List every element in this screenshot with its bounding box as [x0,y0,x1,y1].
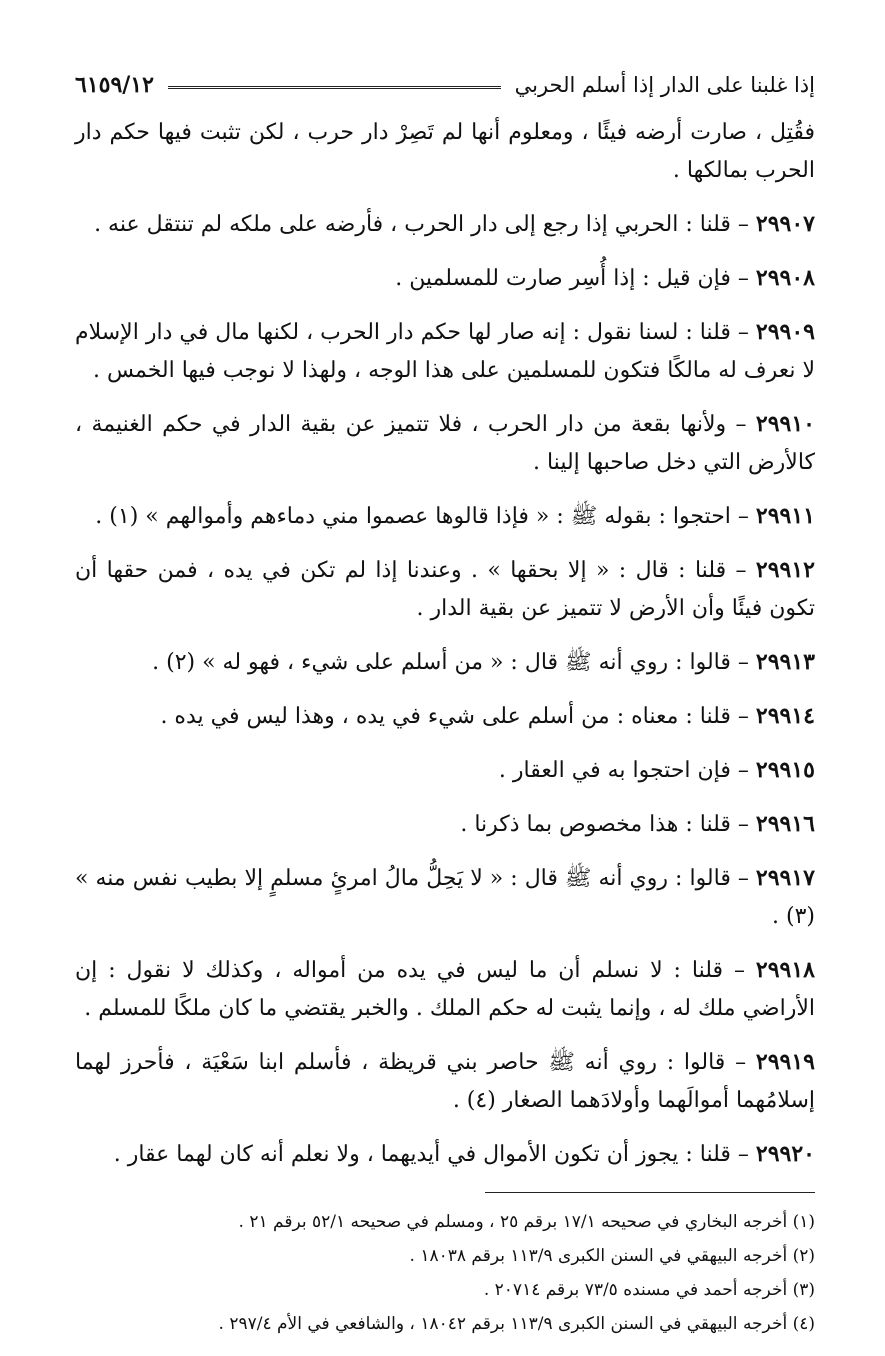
paragraph: ٢٩٩١٦ – قلنا : هذا مخصوص بما ذكرنا . [460,811,815,837]
paragraph-number: ٢٩٩١٠ [755,411,815,437]
paragraph-number: ٢٩٩١٤ [755,703,815,729]
paragraph-number: ٢٩٩١١ [755,503,815,529]
paragraph: ٢٩٩١٠ – ولأنها بقعة من دار الحرب ، فلا تتميز عن بقية الدار في حكم الغنيمة ، كالأرض التي دخل صاحبها إلينا . [75,411,815,475]
paragraph: ٢٩٩١٩ – قالوا : روي أنه ﷺ حاصر بني قريظة ، فأسلم ابنا سَعْيَة ، فأحرز لهما إسلامُهما أموالَهما وأولادَهما الصغار (٤) . [75,1049,815,1113]
paragraph: ٢٩٩١٨ – قلنا : لا نسلم أن ما ليس في يده من أمواله ، وكذلك لا نقول : إن الأراضي ملك له ، وإنما يثبت له حكم الملك . والخبر يقتضي ما كان ملكًا للمسلم . [75,957,815,1021]
paragraph-text: فإن قيل : إذا أُسِر صارت للمسلمين . [395,266,731,291]
footnotes [75,1207,815,1339]
paragraph: ٢٩٩٠٨ – فإن قيل : إذا أُسِر صارت للمسلمين . [395,265,815,291]
paragraph-text: قلنا : لسنا نقول : إنه صار لها حكم دار الحرب ، لكنها مال في دار الإسلام لا نعرف له مالكًا فتكون للمسلمين على هذا الوجه ، ولهذا لا نوجب فيها الخمس . [75,320,815,383]
paragraph-number: ٢٩٩٢٠ [755,1141,815,1167]
paragraph-text: قالوا : روي أنه ﷺ قال : « لا يَحِلُّ مالُ امرئٍ مسلمٍ إلا بطيب نفس منه » (٣) . [75,866,815,929]
paragraph-text: قلنا : قال : « إلا بحقها » . وعندنا إذا لم تكن في يده ، فمن حقها أن تكون فيئًا وأن الأرض لا تتميز عن بقية الدار . [75,558,815,621]
header-rule [168,86,501,89]
paragraph: ٢٩٩١٥ – فإن احتجوا به في العقار . [498,757,815,783]
paragraph-text: قلنا : يجوز أن تكون الأموال في أيديهما ، ولا نعلم أنه كان لهما عقار . [113,1142,731,1167]
paragraph-number: ٢٩٩١٣ [755,649,815,675]
paragraph: ٢٩٩١١ – احتجوا : بقوله ﷺ : « فإذا قالوها عصموا مني دماءهم وأموالهم » (١) . [95,503,815,529]
page-number: ٦١٥٩/١٢ [75,72,154,98]
header-title: إذا غلبنا على الدار إذا أسلم الحربي [514,73,815,97]
paragraph-text: قالوا : روي أنه ﷺ حاصر بني قريظة ، فأسلم ابنا سَعْيَة ، فأحرز لهما إسلامُهما أموالَهما وأولادَهما الصغار (٤) . [75,1050,815,1113]
paragraph: ٢٩٩٢٠ – قلنا : يجوز أن تكون الأموال في أيديهما ، ولا نعلم أنه كان لهما عقار . [113,1141,815,1167]
paragraph-text: قلنا : هذا مخصوص بما ذكرنا . [460,812,731,837]
paragraph: ٢٩٩٠٩ – قلنا : لسنا نقول : إنه صار لها حكم دار الحرب ، لكنها مال في دار الإسلام لا نعرف له مالكًا فتكون للمسلمين على هذا الوجه ، ولهذا لا نوجب فيها الخمس . [75,319,815,383]
paragraph-number: ٢٩٩١٢ [755,557,815,583]
paragraph-text: قلنا : الحربي إذا رجع إلى دار الحرب ، فأرضه على ملكه لم تنتقل عنه . [94,212,731,237]
footnote: (٢) أخرجه البيهقي في السنن الكبرى ١١٣/٩ برقم ١٨٠٣٨ . [409,1246,815,1266]
paragraph: ٢٩٩١٤ – قلنا : معناه : من أسلم على شيء في يده ، وهذا ليس في يده . [160,703,815,729]
paragraph-text: ولأنها بقعة من دار الحرب ، فلا تتميز عن بقية الدار في حكم الغنيمة ، كالأرض التي دخل صاحبها إلينا . [75,412,815,475]
paragraph-text: فإن احتجوا به في العقار . [498,758,731,783]
paragraph-text: قلنا : لا نسلم أن ما ليس في يده من أمواله ، وكذلك لا نقول : إن الأراضي ملك له ، وإنما يثبت له حكم الملك . والخبر يقتضي ما كان ملكًا للمسلم . [75,958,815,1021]
paragraph-text: قلنا : معناه : من أسلم على شيء في يده ، وهذا ليس في يده . [160,704,731,729]
paragraph-number: ٢٩٩١٦ [755,811,815,837]
paragraph: ٢٩٩١٢ – قلنا : قال : « إلا بحقها » . وعندنا إذا لم تكن في يده ، فمن حقها أن تكون فيئًا وأن الأرض لا تتميز عن بقية الدار . [75,557,815,621]
paragraph-text: احتجوا : بقوله ﷺ : « فإذا قالوها عصموا مني دماءهم وأموالهم » (١) . [95,504,731,529]
paragraph-number: ٢٩٩٠٧ [755,211,815,237]
paragraph [75,114,815,190]
paragraph-number: ٢٩٩٠٨ [755,265,815,291]
footnote: (٤) أخرجه البيهقي في السنن الكبرى ١١٣/٩ برقم ١٨٠٤٢ ، والشافعي في الأم ٢٩٧/٤ . [218,1314,815,1334]
paragraph-text: قالوا : روي أنه ﷺ قال : « من أسلم على شيء ، فهو له » (٢) . [152,650,731,675]
main-text [75,114,815,1174]
paragraph-number: ٢٩٩١٧ [755,865,815,891]
paragraph-number: ٢٩٩٠٩ [755,319,815,345]
paragraph-text: فقُتِل ، صارت أرضه فيئًا ، ومعلوم أنها لم تَصِرْ دار حرب ، لكن تثبت فيها حكم دار الحرب بمالكها . [75,120,815,183]
paragraph: ٢٩٩١٣ – قالوا : روي أنه ﷺ قال : « من أسلم على شيء ، فهو له » (٢) . [152,649,815,675]
paragraph-number: ٢٩٩١٨ [755,957,815,983]
footnote: (١) أخرجه البخاري في صحيحه ١٧/١ برقم ٢٥ ، ومسلم في صحيحه ٥٢/١ برقم ٢١ . [238,1212,815,1232]
running-header [75,70,815,100]
footnote: (٣) أخرجه أحمد في مسنده ٧٣/٥ برقم ٢٠٧١٤ . [483,1280,815,1300]
paragraph-number: ٢٩٩١٥ [755,757,815,783]
footnote-separator [485,1192,815,1193]
paragraph-number: ٢٩٩١٩ [755,1049,815,1075]
paragraph: ٢٩٩١٧ – قالوا : روي أنه ﷺ قال : « لا يَحِلُّ مالُ امرئٍ مسلمٍ إلا بطيب نفس منه » (٣) . [75,865,815,929]
paragraph: ٢٩٩٠٧ – قلنا : الحربي إذا رجع إلى دار الحرب ، فأرضه على ملكه لم تنتقل عنه . [94,211,815,237]
